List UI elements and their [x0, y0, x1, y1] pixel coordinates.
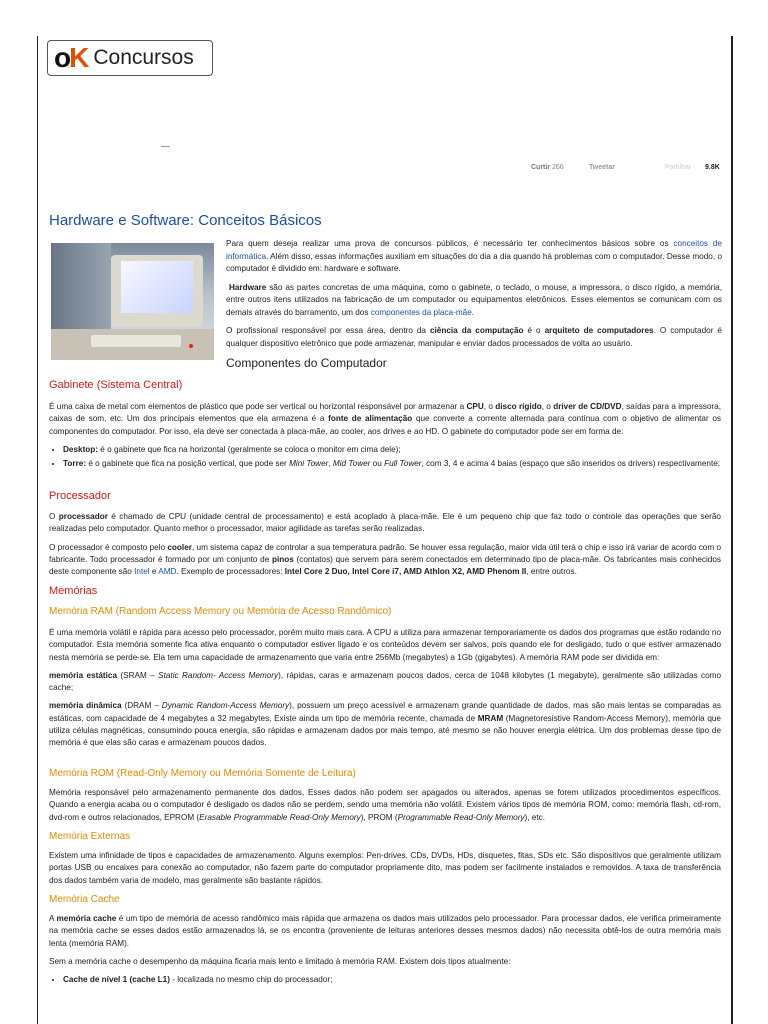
logo-o: o [54, 42, 70, 73]
logo-text: Concursos [93, 46, 194, 69]
intro-text [226, 238, 722, 356]
intro-paragraph-2: Hardware são as partes concretas de uma máquina, como o gabinete, o teclado, o mouse, a impressora, o disco rígido, a memória, entre outros itens utilizados na fabricação de um computador ou equipamentos eletrônicos. Esses elementos se comunicam com os demais através do barramento, um dos componentes da placa-mãe. [226, 282, 722, 317]
heading-memoria-externas: Memória Externas [49, 831, 131, 842]
ram-paragraph-2: memória estática (SRAM – Static Random- Access Memory), rápidas, caras e armazenam poucos dados, cerca de 1048 kilobytes (1 megabyte), geralmente são utilizadas como cache; [49, 670, 721, 693]
heading-memoria-rom: Memória ROM (Read-Only Memory ou Memória Somente de Leitura) [49, 768, 356, 779]
like-label: Curtir [531, 164, 551, 171]
heading-memoria-cache: Memória Cache [49, 894, 120, 905]
cache-list [49, 974, 721, 986]
heading-gabinete: Gabinete (Sistema Central) [49, 379, 183, 391]
processador-paragraph-1: O processador é chamado de CPU (unidade central de processamento) e está acoplado à placa-mãe. Ele é um pequeno chip que faz todo o controle das operações que serão realizadas pelo computador. Quanto melhor o processador, maior agilidade as tarefas serão realizadas. [49, 512, 721, 534]
like-button[interactable] [531, 164, 564, 171]
heading-memoria-ram: Memória RAM (Random Access Memory ou Memória de Acesso Randômico) [49, 606, 392, 617]
gabinete-paragraph: É uma caixa de metal com elementos de plástico que pode ser vertical ou horizontal responsável por armazenar a CPU, o disco rígido, o driver de CD/DVD, saídas para a impressora, caixas de som, etc. Um dos principais elementos que ela armazena é a fonte de alimentação que converte a corrente alternada para contínua com o objetivo de alimentar os componentes do computador. Por isso, ela deve ser conectada à placa-mãe, ao cooler, aos drives e ao HD. O gabinete do computador pode ser em forma de: [49, 402, 721, 436]
heading-processador: Processador [49, 490, 111, 502]
link-conceitos-informatica[interactable]: conceitos de informática [226, 239, 722, 261]
logo-k: K [69, 42, 90, 73]
link-amd[interactable]: AMD [158, 567, 177, 577]
computer-photo [51, 243, 214, 360]
share-count: 9.8K [705, 164, 720, 171]
article-title: Hardware e Software: Conceitos Básicos [49, 212, 322, 229]
gabinete-list [49, 444, 721, 471]
rom-paragraph: Memória responsável pelo armazenamento permanente dos dados, Esses dados não podem ser apagados ou alterados, apenas se forem utilizados procedimentos específicos. Quando a energia acaba ou o computador é desligado os dados não se perdem, sendo uma memória não volátil. Existem vários tipos de memória ROM, como: memória flash, cd-rom, dvd-rom e outros relacionados, EPROM (Erasable Programmable Read-Only Memory), PROM (Programmable Read-Only Memory), etc. [49, 788, 721, 822]
processador-section [49, 511, 721, 584]
link-componentes-placa-mae[interactable]: componentes da placa-mãe [370, 307, 472, 317]
intro-paragraph-1: Para quem deseja realizar uma prova de concursos públicos, é necessário ter conhecimentos básicos sobre os conceitos de informática. Além disso, essas informações auxiliam em situações do dia a dia quando há problemas com o computador. Desse modo, o computador é dividido em: hardware e software. [226, 239, 722, 273]
list-item: • Cache de nível 1 (cache L1) - localizada no mesmo chip do processador; [63, 974, 721, 986]
page-border-left [37, 36, 38, 1024]
cache-paragraph-2: Sem a memória cache o desempenho da máquina ficaria mais lento e limitado à memória RAM. Existem dois tipos atualmente: [49, 956, 511, 966]
gabinete-section [49, 401, 721, 472]
heading-memorias: Memórias [49, 585, 98, 597]
share-button[interactable]: Partilhar [665, 164, 692, 171]
divider [161, 146, 170, 147]
processador-paragraph-2: O processador é composto pelo cooler, um sistema capaz de controlar a sua temperatura padrão. Se houver essa regulação, maior vida útil terá o chip e isso irá variar de acordo com o fabricante. Todo processador é formado por um conjunto de pinos (contatos) que servem para serem conectados em determinado tipo de placa-mãe. Os fabricantes mais conhecidos deste componente são Intel e AMD. Exemplo de processadores: Intel Core 2 Duo, Intel Core i7, AMD Athlon X2, AMD Phenom II, entre outros. [49, 542, 721, 577]
tweet-button[interactable]: Tweetar [589, 164, 615, 171]
like-count: 266 [552, 164, 564, 171]
ram-section [49, 627, 721, 756]
intro-paragraph-3: O profissional responsável por essa área, dentro da ciência da computação é o arquiteto de computadores. O computador é qualquer dispositivo eletrônico que pode armazenar, manipular e enviar dados processados de volta ao usuário. [226, 326, 722, 348]
page-border-right [731, 36, 733, 1024]
link-intel[interactable]: Intel [134, 567, 150, 577]
cache-paragraph-1: A memória cache é um tipo de memória de acesso randômico mais rápida que armazena os dados mais utilizados pelo processador. Para processar dados, ele verifica primeiramente na memória cache se esses dados estão armazenados lá, se os encontra (proveniente de leituras anteriores desses mesmos dados) não necessita obtê-los de outra memória mais lenta (memória RAM). [49, 914, 721, 948]
list-item: • Torre: é o gabinete que fica na posição vertical, que pode ser Mini Tower, Mid Tower ou Full Tower, com 3, 4 e acima 4 baias (espaço que são inseridos os drivers) respectivamente; [63, 458, 721, 470]
ram-paragraph-1: É uma memória volátil e rápida para acesso pelo processador, porém muito mais cara. A CPU a utiliza para armazenar temporariamente os dados dos programas que estão rodando no computador. Esta memória somente fica ativa enquanto o computador estiver ligado e os conteúdos devem ser salvos, pois quando ele for desligado, tudo o que estiver armazenado nesta memória se perde-se. Ela tem uma capacidade de armazenamento que varia entre 256Mb (megabytes) a 1Gb (gigabytes). A memória RAM pode ser dividida em: [49, 628, 721, 662]
site-logo[interactable] [47, 40, 213, 76]
list-item: • Desktop: é o gabinete que fica na horizontal (geralmente se coloca o monitor em cima dele); [63, 444, 721, 456]
externas-section [49, 850, 721, 893]
ram-paragraph-3: memória dinâmica (DRAM – Dynamic Random-Access Memory), possuem um preço acessível e armazenam grande quantidade de dados, mas são mais lentas se comparadas as estáticas, com capacidade de 4 megabytes a 32 megabytes. Existe ainda um tipo de memória recente, chamada de MRAM (Magnetoresistive Random-Access Memory), memória que utiliza células magnéticas, consumindo pouca energia, são rápidas e armazenam dados por mais tempo, até mesmo se não houver energia elétrica. Um dos problemas desse tipo de memória é que elas são caras e armazenam poucos dados. [49, 701, 721, 748]
externas-paragraph: Existem uma infinidade de tipos e capacidades de armazenamento. Alguns exemplos: Pen-drives, CDs, DVDs, HDs, disquetes, fitas, SDs etc. São dispositivos que geralmente utilizam portas USB ou encaixes para conexão ao computador, não fazem parte do computador propriamente dito, mas podem ser facilmente instalados e removidos. A taxa de transferência dos dados também varia de modelo, mas geralmente são bastante rápidos. [49, 851, 721, 885]
heading-componentes: Componentes do Computador [226, 356, 387, 370]
rom-section [49, 787, 721, 830]
cache-section [49, 913, 721, 988]
